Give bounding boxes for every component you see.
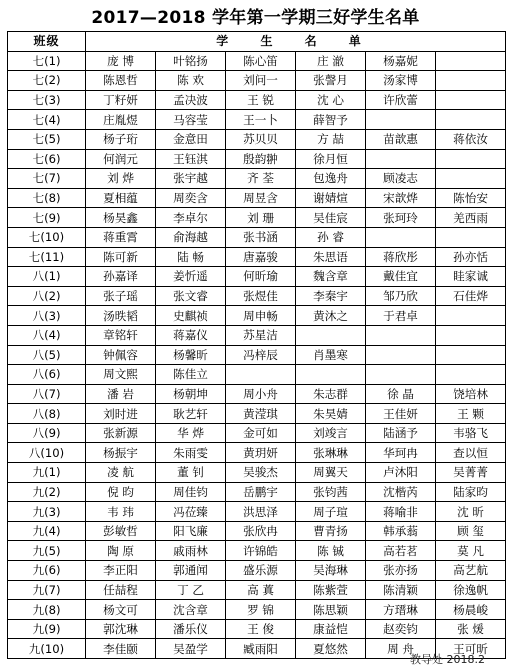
student-name-cell (436, 345, 506, 365)
student-name-cell: 李秦宇 (296, 286, 366, 306)
student-name-cell: 魏含章 (296, 267, 366, 287)
student-name-cell: 俞海越 (156, 227, 226, 247)
student-name-cell: 赵奕钧 (366, 619, 436, 639)
student-name-cell: 王 俊 (226, 619, 296, 639)
class-cell: 七(9) (8, 208, 86, 228)
student-name-cell: 陆 畅 (156, 247, 226, 267)
class-cell: 九(10) (8, 639, 86, 659)
table-row (8, 600, 506, 620)
student-name-cell: 冯梓辰 (226, 345, 296, 365)
class-cell: 八(3) (8, 306, 86, 326)
student-name-cell: 刘时进 (86, 404, 156, 424)
student-name-cell: 洪思泽 (226, 502, 296, 522)
student-name-cell: 方 喆 (296, 129, 366, 149)
student-name-cell: 刘 珊 (226, 208, 296, 228)
student-name-cell: 陈清颖 (366, 580, 436, 600)
student-name-cell: 殷韵翀 (226, 149, 296, 169)
class-cell: 八(6) (8, 365, 86, 385)
student-name-cell: 王 颗 (436, 404, 506, 424)
student-name-cell: 章铭轩 (86, 325, 156, 345)
student-name-cell: 何昕瑜 (226, 267, 296, 287)
student-name-cell: 陈可新 (86, 247, 156, 267)
student-name-cell: 孙 睿 (296, 227, 366, 247)
student-name-cell (436, 71, 506, 91)
class-cell: 九(6) (8, 561, 86, 581)
student-name-cell: 杨朝坤 (156, 384, 226, 404)
student-name-cell: 张琳琳 (296, 443, 366, 463)
student-name-cell: 李正阳 (86, 561, 156, 581)
student-name-cell: 蒋嘉仪 (156, 325, 226, 345)
class-cell: 八(9) (8, 423, 86, 443)
class-cell: 八(8) (8, 404, 86, 424)
student-name-cell: 华珂冉 (366, 443, 436, 463)
student-name-cell: 苏星洁 (226, 325, 296, 345)
page-title: 2017—2018 学年第一学期三好学生名单 (91, 8, 420, 28)
table-row (8, 325, 506, 345)
table-row (8, 129, 506, 149)
student-name-cell: 叶铭扬 (156, 51, 226, 71)
student-name-cell: 倪 昀 (86, 482, 156, 502)
student-name-cell: 张新源 (86, 423, 156, 443)
student-name-cell: 齐 荃 (226, 169, 296, 189)
student-name-cell: 张謦月 (296, 71, 366, 91)
student-name-cell: 金意田 (156, 129, 226, 149)
student-name-cell: 张子瑶 (86, 286, 156, 306)
student-name-cell: 朱思语 (296, 247, 366, 267)
student-name-cell: 盛乐源 (226, 561, 296, 581)
student-name-cell: 张亦扬 (366, 561, 436, 581)
class-cell: 七(10) (8, 227, 86, 247)
student-name-cell: 董 钊 (156, 463, 226, 483)
table-row (8, 521, 506, 541)
student-name-cell: 庄 澈 (296, 51, 366, 71)
student-name-cell: 宋歆烨 (366, 188, 436, 208)
class-cell: 七(11) (8, 247, 86, 267)
student-name-cell: 许欣蕾 (366, 90, 436, 110)
student-name-cell: 吴海琳 (296, 561, 366, 581)
student-name-cell: 羌西雨 (436, 208, 506, 228)
student-name-cell: 岳鹏宇 (226, 482, 296, 502)
table-row (8, 149, 506, 169)
student-name-cell: 肖墨寒 (296, 345, 366, 365)
table-row (8, 71, 506, 91)
student-name-cell: 周申畅 (226, 306, 296, 326)
student-name-cell: 曹青扬 (296, 521, 366, 541)
student-name-cell: 杨振宇 (86, 443, 156, 463)
student-name-cell: 马容莹 (156, 110, 226, 130)
class-cell: 九(9) (8, 619, 86, 639)
student-name-cell: 康益恺 (296, 619, 366, 639)
student-name-cell: 陈心笛 (226, 51, 296, 71)
student-name-cell: 高 蒖 (226, 580, 296, 600)
table-row (8, 110, 506, 130)
class-cell: 七(2) (8, 71, 86, 91)
class-cell: 九(1) (8, 463, 86, 483)
student-name-cell: 黄沐之 (296, 306, 366, 326)
student-name-cell: 杨昊鑫 (86, 208, 156, 228)
student-name-cell: 王 锐 (226, 90, 296, 110)
student-name-cell: 金可如 (226, 423, 296, 443)
table-row (8, 502, 506, 522)
table-row (8, 169, 506, 189)
student-name-cell: 石佳烨 (436, 286, 506, 306)
student-name-cell: 陶 原 (86, 541, 156, 561)
student-name-cell: 郭沈琳 (86, 619, 156, 639)
student-name-cell (436, 227, 506, 247)
student-name-cell: 张欣冉 (226, 521, 296, 541)
student-name-cell: 潘 岩 (86, 384, 156, 404)
student-name-cell: 徐月恒 (296, 149, 366, 169)
students-column-header: 学 生 名 单 (86, 32, 506, 52)
student-name-cell (366, 149, 436, 169)
student-name-cell: 韦 玮 (86, 502, 156, 522)
table-row (8, 345, 506, 365)
student-name-cell: 蒋重霄 (86, 227, 156, 247)
table-row (8, 404, 506, 424)
class-cell: 八(7) (8, 384, 86, 404)
class-cell: 九(3) (8, 502, 86, 522)
class-cell: 八(5) (8, 345, 86, 365)
student-name-cell: 杨文可 (86, 600, 156, 620)
student-name-cell: 薛智予 (296, 110, 366, 130)
student-name-cell: 苏贝贝 (226, 129, 296, 149)
student-name-cell: 张煜佳 (226, 286, 296, 306)
student-name-cell (366, 345, 436, 365)
student-name-cell: 陈怡安 (436, 188, 506, 208)
student-name-cell: 沈 心 (296, 90, 366, 110)
student-name-cell: 蒋欣彤 (366, 247, 436, 267)
student-name-cell: 杨子珩 (86, 129, 156, 149)
student-name-cell: 唐嘉骏 (226, 247, 296, 267)
class-cell: 七(3) (8, 90, 86, 110)
student-name-cell (436, 51, 506, 71)
student-name-cell: 庄胤煜 (86, 110, 156, 130)
student-name-cell: 莫 凡 (436, 541, 506, 561)
student-name-cell (296, 365, 366, 385)
student-name-cell (366, 227, 436, 247)
class-cell: 七(7) (8, 169, 86, 189)
table-header-row (8, 32, 506, 52)
student-name-cell (366, 110, 436, 130)
table-row (8, 384, 506, 404)
student-name-cell (436, 306, 506, 326)
student-name-cell: 陈恩哲 (86, 71, 156, 91)
table-row (8, 267, 506, 287)
student-name-cell: 冯莅臻 (156, 502, 226, 522)
class-cell: 七(6) (8, 149, 86, 169)
student-name-cell: 阳飞廉 (156, 521, 226, 541)
student-name-cell: 钟佩容 (86, 345, 156, 365)
student-name-cell: 于君卓 (366, 306, 436, 326)
student-name-cell: 杨晨峻 (436, 600, 506, 620)
class-cell: 八(4) (8, 325, 86, 345)
student-name-cell: 张宇越 (156, 169, 226, 189)
student-name-cell: 陈 铖 (296, 541, 366, 561)
class-cell: 九(4) (8, 521, 86, 541)
table-row (8, 619, 506, 639)
table-row (8, 247, 506, 267)
student-name-cell (436, 149, 506, 169)
student-name-cell: 华 烨 (156, 423, 226, 443)
student-name-cell: 夏悠然 (296, 639, 366, 659)
class-cell: 八(2) (8, 286, 86, 306)
student-name-cell: 陈佳立 (156, 365, 226, 385)
student-name-cell: 丁籽妍 (86, 90, 156, 110)
class-cell: 八(1) (8, 267, 86, 287)
student-name-cell: 丁 乙 (156, 580, 226, 600)
student-name-cell: 顾凌志 (366, 169, 436, 189)
student-name-cell: 张文睿 (156, 286, 226, 306)
student-name-cell: 沈楷芮 (366, 482, 436, 502)
student-name-cell: 沈 昕 (436, 502, 506, 522)
class-cell: 七(8) (8, 188, 86, 208)
table-row (8, 365, 506, 385)
student-name-cell: 韩承蓊 (366, 521, 436, 541)
footer-note: 教导处 2018.2 (410, 653, 485, 666)
table-row (8, 423, 506, 443)
student-name-cell: 耿艺轩 (156, 404, 226, 424)
student-name-cell: 黄滢琪 (226, 404, 296, 424)
student-name-cell: 眭家诚 (436, 267, 506, 287)
student-name-cell (366, 325, 436, 345)
student-name-cell: 朱志群 (296, 384, 366, 404)
student-name-cell: 周昱含 (226, 188, 296, 208)
student-name-cell: 徐逸帆 (436, 580, 506, 600)
student-name-cell: 王一卜 (226, 110, 296, 130)
student-name-cell: 周佳钧 (156, 482, 226, 502)
student-name-cell: 王钰淇 (156, 149, 226, 169)
student-name-cell (436, 90, 506, 110)
student-name-cell: 徐 晶 (366, 384, 436, 404)
student-name-cell: 孙亦恬 (436, 247, 506, 267)
table-row (8, 286, 506, 306)
table-row (8, 463, 506, 483)
class-cell: 七(4) (8, 110, 86, 130)
student-name-cell (226, 365, 296, 385)
student-name-cell (436, 325, 506, 345)
honor-student-table (7, 31, 506, 659)
student-name-cell: 周文熙 (86, 365, 156, 385)
student-name-cell: 蒋依汝 (436, 129, 506, 149)
student-name-cell: 周 舟 (366, 639, 436, 659)
student-name-cell: 夏相蕴 (86, 188, 156, 208)
student-name-cell: 谢婧煊 (296, 188, 366, 208)
student-name-cell: 庞 博 (86, 51, 156, 71)
student-name-cell: 杨馨昕 (156, 345, 226, 365)
student-name-cell: 周奕含 (156, 188, 226, 208)
student-name-cell: 史麒祯 (156, 306, 226, 326)
class-cell: 九(5) (8, 541, 86, 561)
student-name-cell: 吴菁菁 (436, 463, 506, 483)
student-name-cell: 顾 玺 (436, 521, 506, 541)
student-name-cell (296, 325, 366, 345)
student-name-cell: 张钧茜 (296, 482, 366, 502)
table-row (8, 561, 506, 581)
student-name-cell: 陈思颖 (296, 600, 366, 620)
table-row (8, 580, 506, 600)
class-cell: 七(5) (8, 129, 86, 149)
student-name-cell: 陆涵予 (366, 423, 436, 443)
table-row (8, 188, 506, 208)
student-name-cell: 查以恒 (436, 443, 506, 463)
student-name-cell: 方瑨琳 (366, 600, 436, 620)
student-name-cell: 邹乃欣 (366, 286, 436, 306)
student-name-cell: 李卓尔 (156, 208, 226, 228)
student-name-cell: 许锦皓 (226, 541, 296, 561)
student-name-cell: 周翼天 (296, 463, 366, 483)
class-cell: 九(8) (8, 600, 86, 620)
student-name-cell: 苗歆惠 (366, 129, 436, 149)
student-name-cell: 潘乐仪 (156, 619, 226, 639)
class-cell: 九(7) (8, 580, 86, 600)
student-name-cell: 凌 航 (86, 463, 156, 483)
student-name-cell: 孙嘉译 (86, 267, 156, 287)
student-name-cell: 汤家博 (366, 71, 436, 91)
student-name-cell: 吴佳宸 (296, 208, 366, 228)
student-name-cell: 李佳颐 (86, 639, 156, 659)
student-name-cell: 沈含章 (156, 600, 226, 620)
student-name-cell: 杨嘉妮 (366, 51, 436, 71)
class-cell: 八(10) (8, 443, 86, 463)
student-name-cell: 臧雨阳 (226, 639, 296, 659)
table-row (8, 482, 506, 502)
table-row (8, 227, 506, 247)
student-name-cell: 朱雨雯 (156, 443, 226, 463)
student-name-cell: 朱昊婧 (296, 404, 366, 424)
student-name-cell: 韦骆飞 (436, 423, 506, 443)
student-name-cell: 周小舟 (226, 384, 296, 404)
student-name-cell: 罗 锦 (226, 600, 296, 620)
student-name-cell (436, 110, 506, 130)
student-name-cell: 戴佳宜 (366, 267, 436, 287)
class-cell: 七(1) (8, 51, 86, 71)
student-name-cell: 刘竣言 (296, 423, 366, 443)
table-row (8, 208, 506, 228)
student-name-cell: 孟决波 (156, 90, 226, 110)
student-name-cell: 高艺航 (436, 561, 506, 581)
student-name-cell: 张书涵 (226, 227, 296, 247)
student-name-cell: 彭敏哲 (86, 521, 156, 541)
student-name-cell: 张珂玲 (366, 208, 436, 228)
student-name-cell (436, 365, 506, 385)
student-name-cell: 卢沐阳 (366, 463, 436, 483)
student-name-cell: 刘问一 (226, 71, 296, 91)
student-name-cell: 郭通闻 (156, 561, 226, 581)
class-cell: 九(2) (8, 482, 86, 502)
table-body (8, 51, 506, 658)
table-row (8, 90, 506, 110)
table-row (8, 51, 506, 71)
student-name-cell: 任喆程 (86, 580, 156, 600)
student-name-cell (366, 365, 436, 385)
table-row (8, 541, 506, 561)
student-name-cell: 姜忻遥 (156, 267, 226, 287)
student-name-cell: 吴盈学 (156, 639, 226, 659)
student-name-cell: 汤昳韬 (86, 306, 156, 326)
student-name-cell: 陈 欢 (156, 71, 226, 91)
table-row (8, 306, 506, 326)
student-name-cell: 张 煖 (436, 619, 506, 639)
class-column-header: 班级 (8, 32, 86, 52)
student-name-cell: 刘 烨 (86, 169, 156, 189)
student-name-cell: 陈紫萱 (296, 580, 366, 600)
student-name-cell: 吴骏杰 (226, 463, 296, 483)
student-name-cell: 陆家昀 (436, 482, 506, 502)
student-name-cell: 戚雨林 (156, 541, 226, 561)
table-row (8, 443, 506, 463)
student-name-cell: 王佳妍 (366, 404, 436, 424)
student-name-cell: 包逸舟 (296, 169, 366, 189)
student-name-cell: 黄玥妍 (226, 443, 296, 463)
student-name-cell: 蒋喻非 (366, 502, 436, 522)
student-name-cell: 周子瑄 (296, 502, 366, 522)
student-name-cell: 何润元 (86, 149, 156, 169)
student-name-cell (436, 169, 506, 189)
student-name-cell: 高若茗 (366, 541, 436, 561)
student-name-cell: 王可昕 (436, 639, 506, 659)
student-name-cell: 饶培林 (436, 384, 506, 404)
